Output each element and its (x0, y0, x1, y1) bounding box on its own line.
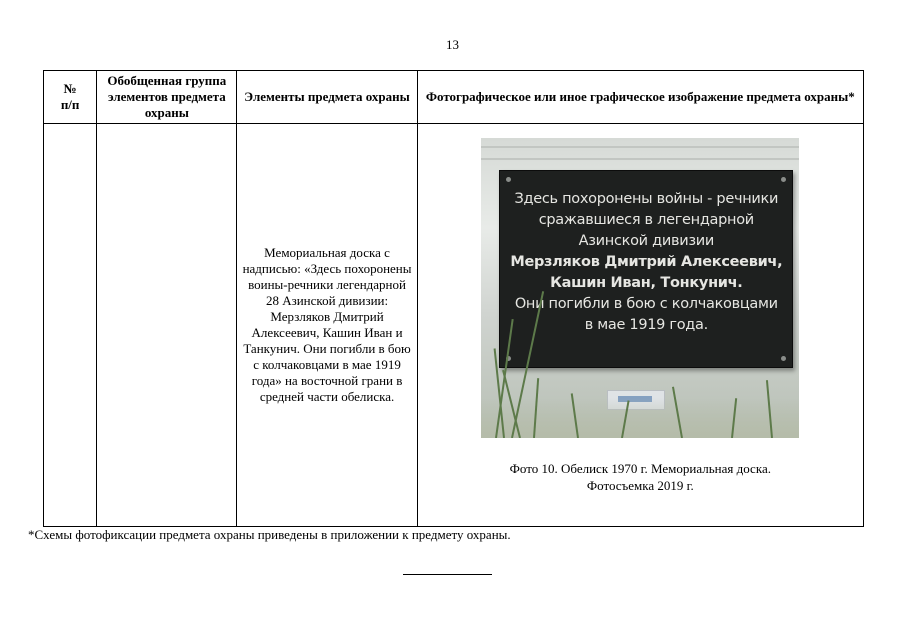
plaque-line: сражавшиеся в легендарной (538, 212, 754, 228)
screw-icon (506, 177, 511, 182)
end-rule (403, 574, 492, 575)
header-elements: Элементы предмета охраны (237, 71, 417, 124)
page-number: 13 (446, 37, 459, 52)
photo-caption-line2: Фотосъемка 2019 г. (586, 478, 694, 493)
cell-group (97, 124, 237, 527)
table-row (44, 124, 864, 527)
plaque-line: в мае 1919 года. (584, 317, 708, 333)
header-photo: Фотографическое или иное графическое изображение предмета охраны* (417, 71, 863, 124)
screw-icon (781, 177, 786, 182)
photo-caption (418, 460, 863, 494)
header-number (44, 71, 97, 124)
cell-elements: Мемориальная доска с надписью: «Здесь похоронены воины-речники легендарной 28 Азинской дивизии: Мерзляков Дмитрий Алексеевич, Кашин Иван и Танкунич. Они погибли в бою с колчаковцами в мае 1919 года» на восточной грани в средней части обелиска. (237, 124, 417, 527)
footnote: *Схемы фотофиксации предмета охраны приведены в приложении к предмету охраны. (28, 527, 511, 542)
plaque-line: Здесь похоронены войны - речники (514, 191, 779, 207)
protection-table (43, 70, 864, 527)
photo-caption-line1: Фото 10. Обелиск 1970 г. Мемориальная доска. (509, 461, 771, 476)
cell-number (44, 124, 97, 527)
plaque-line: Они погибли в бою с колчаковцами (514, 296, 778, 312)
plaque-line: Азинской дивизии (578, 233, 714, 249)
cell-photo (417, 124, 863, 527)
wall-texture (481, 158, 799, 160)
plaque-line: Мерзляков Дмитрий Алексеевич, (510, 254, 783, 270)
memorial-plaque (499, 170, 793, 368)
ground (481, 398, 799, 438)
screw-icon (781, 356, 786, 361)
plaque-inscription (500, 189, 792, 336)
header-number-line2: п/п (60, 97, 80, 112)
table-header-row (44, 71, 864, 124)
wall-texture (481, 146, 799, 148)
memorial-plaque-photo (481, 138, 799, 438)
plaque-line: Кашин Иван, Тонкунич. (550, 275, 743, 291)
header-number-line1: № (63, 81, 77, 96)
header-group: Обобщенная группа элементов предмета охраны (97, 71, 237, 124)
